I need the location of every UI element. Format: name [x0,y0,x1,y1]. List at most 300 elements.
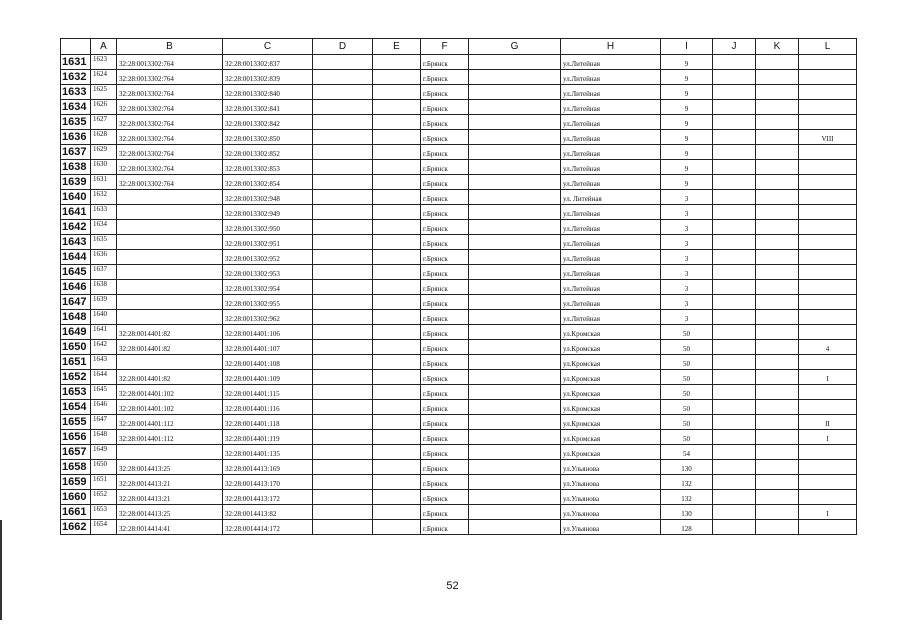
cell-g[interactable] [469,400,561,415]
cell-a[interactable]: 1624 [91,70,117,85]
cell-c[interactable]: 32:28:0013302:854 [223,175,313,190]
cell-c[interactable]: 32:28:0014401:107 [223,340,313,355]
cell-e[interactable] [373,355,421,370]
row-number[interactable]: 1652 [61,370,91,385]
cell-f[interactable]: г.Брянск [421,145,469,160]
cell-k[interactable] [756,355,799,370]
cell-i[interactable]: 3 [661,265,713,280]
cell-d[interactable] [313,175,373,190]
cell-h[interactable]: ул.Литейная [561,220,661,235]
cell-d[interactable] [313,490,373,505]
cell-j[interactable] [713,445,756,460]
cell-a[interactable]: 1635 [91,235,117,250]
cell-d[interactable] [313,265,373,280]
cell-k[interactable] [756,100,799,115]
cell-f[interactable]: г.Брянск [421,325,469,340]
cell-j[interactable] [713,250,756,265]
cell-d[interactable] [313,145,373,160]
cell-c[interactable]: 32:28:0014414:172 [223,520,313,535]
cell-e[interactable] [373,460,421,475]
cell-b[interactable]: 32:28:0014413:25 [117,505,223,520]
cell-l[interactable] [799,100,857,115]
cell-g[interactable] [469,445,561,460]
cell-a[interactable]: 1642 [91,340,117,355]
column-header-c[interactable]: C [223,39,313,55]
column-header-k[interactable]: K [756,39,799,55]
row-number[interactable]: 1650 [61,340,91,355]
cell-b[interactable]: 32:28:0014401:102 [117,400,223,415]
cell-c[interactable]: 32:28:0014401:106 [223,325,313,340]
cell-f[interactable]: г.Брянск [421,445,469,460]
cell-j[interactable] [713,490,756,505]
cell-h[interactable]: ул.Кромская [561,400,661,415]
cell-k[interactable] [756,70,799,85]
row-number[interactable]: 1662 [61,520,91,535]
cell-e[interactable] [373,205,421,220]
cell-e[interactable] [373,490,421,505]
cell-h[interactable]: ул.Кромская [561,355,661,370]
cell-l[interactable]: I [799,430,857,445]
cell-b[interactable] [117,220,223,235]
cell-c[interactable]: 32:28:0013302:951 [223,235,313,250]
cell-g[interactable] [469,175,561,190]
cell-k[interactable] [756,295,799,310]
cell-f[interactable]: г.Брянск [421,460,469,475]
cell-l[interactable] [799,175,857,190]
cell-a[interactable]: 1628 [91,130,117,145]
column-header-e[interactable]: E [373,39,421,55]
column-header-h[interactable]: H [561,39,661,55]
cell-e[interactable] [373,340,421,355]
cell-l[interactable]: I [799,370,857,385]
cell-l[interactable] [799,325,857,340]
cell-i[interactable]: 3 [661,310,713,325]
cell-h[interactable]: ул.Литейная [561,175,661,190]
cell-c[interactable]: 32:28:0013302:839 [223,70,313,85]
cell-b[interactable]: 32:28:0014401:82 [117,340,223,355]
cell-a[interactable]: 1625 [91,85,117,100]
cell-i[interactable]: 50 [661,415,713,430]
cell-h[interactable]: ул.Литейная [561,85,661,100]
row-number[interactable]: 1633 [61,85,91,100]
cell-e[interactable] [373,235,421,250]
cell-b[interactable]: 32:28:0014401:112 [117,415,223,430]
row-number[interactable]: 1637 [61,145,91,160]
cell-f[interactable]: г.Брянск [421,220,469,235]
cell-e[interactable] [373,430,421,445]
row-number[interactable]: 1645 [61,265,91,280]
cell-c[interactable]: 32:28:0014413:170 [223,475,313,490]
cell-j[interactable] [713,505,756,520]
cell-i[interactable]: 3 [661,205,713,220]
cell-i[interactable]: 3 [661,295,713,310]
cell-d[interactable] [313,415,373,430]
cell-h[interactable]: ул.Литейная [561,100,661,115]
cell-c[interactable]: 32:28:0013302:950 [223,220,313,235]
cell-l[interactable] [799,295,857,310]
cell-g[interactable] [469,70,561,85]
cell-c[interactable]: 32:28:0014413:172 [223,490,313,505]
cell-l[interactable] [799,520,857,535]
cell-e[interactable] [373,85,421,100]
cell-c[interactable]: 32:28:0013302:953 [223,265,313,280]
cell-j[interactable] [713,160,756,175]
cell-i[interactable]: 9 [661,70,713,85]
cell-j[interactable] [713,325,756,340]
cell-a[interactable]: 1637 [91,265,117,280]
cell-k[interactable] [756,55,799,70]
cell-g[interactable] [469,250,561,265]
cell-h[interactable]: ул.Литейная [561,265,661,280]
cell-d[interactable] [313,370,373,385]
cell-e[interactable] [373,190,421,205]
cell-d[interactable] [313,220,373,235]
cell-k[interactable] [756,190,799,205]
cell-i[interactable]: 9 [661,85,713,100]
cell-l[interactable] [799,310,857,325]
cell-k[interactable] [756,430,799,445]
cell-i[interactable]: 3 [661,220,713,235]
cell-k[interactable] [756,220,799,235]
cell-a[interactable]: 1647 [91,415,117,430]
cell-c[interactable]: 32:28:0013302:840 [223,85,313,100]
cell-e[interactable] [373,400,421,415]
cell-a[interactable]: 1639 [91,295,117,310]
cell-l[interactable] [799,70,857,85]
cell-h[interactable]: ул.Литейная [561,280,661,295]
cell-d[interactable] [313,250,373,265]
cell-b[interactable]: 32:28:0014401:112 [117,430,223,445]
cell-d[interactable] [313,115,373,130]
cell-b[interactable]: 32:28:0014413:25 [117,460,223,475]
cell-i[interactable]: 9 [661,130,713,145]
cell-i[interactable]: 50 [661,370,713,385]
cell-b[interactable]: 32:28:0013302:764 [117,160,223,175]
cell-d[interactable] [313,325,373,340]
cell-b[interactable]: 32:28:0013302:764 [117,115,223,130]
cell-i[interactable]: 9 [661,145,713,160]
cell-h[interactable]: ул.Литейная [561,250,661,265]
cell-i[interactable]: 130 [661,505,713,520]
cell-j[interactable] [713,115,756,130]
cell-l[interactable] [799,160,857,175]
cell-f[interactable]: г.Брянск [421,130,469,145]
cell-h[interactable]: ул.Литейная [561,205,661,220]
cell-h[interactable]: ул.Ульянова [561,520,661,535]
cell-d[interactable] [313,55,373,70]
cell-i[interactable]: 50 [661,385,713,400]
cell-d[interactable] [313,460,373,475]
cell-j[interactable] [713,400,756,415]
cell-l[interactable] [799,220,857,235]
row-number[interactable]: 1640 [61,190,91,205]
column-header-j[interactable]: J [713,39,756,55]
cell-a[interactable]: 1644 [91,370,117,385]
cell-b[interactable] [117,280,223,295]
cell-c[interactable]: 32:28:0013302:850 [223,130,313,145]
cell-k[interactable] [756,235,799,250]
cell-j[interactable] [713,310,756,325]
cell-k[interactable] [756,445,799,460]
cell-d[interactable] [313,130,373,145]
cell-b[interactable]: 32:28:0013302:764 [117,175,223,190]
cell-l[interactable] [799,265,857,280]
cell-d[interactable] [313,85,373,100]
cell-e[interactable] [373,280,421,295]
cell-h[interactable]: ул. Литейная [561,190,661,205]
cell-j[interactable] [713,430,756,445]
cell-b[interactable] [117,445,223,460]
row-number[interactable]: 1646 [61,280,91,295]
cell-j[interactable] [713,520,756,535]
cell-i[interactable]: 50 [661,400,713,415]
cell-l[interactable] [799,85,857,100]
cell-d[interactable] [313,385,373,400]
cell-i[interactable]: 9 [661,115,713,130]
cell-l[interactable]: II [799,415,857,430]
row-number[interactable]: 1641 [61,205,91,220]
cell-b[interactable] [117,265,223,280]
cell-g[interactable] [469,430,561,445]
column-header-a[interactable]: A [91,39,117,55]
cell-d[interactable] [313,430,373,445]
row-number[interactable]: 1661 [61,505,91,520]
row-number[interactable]: 1657 [61,445,91,460]
cell-h[interactable]: ул.Кромская [561,385,661,400]
cell-l[interactable] [799,460,857,475]
cell-k[interactable] [756,475,799,490]
cell-c[interactable]: 32:28:0013302:841 [223,100,313,115]
cell-f[interactable]: г.Брянск [421,505,469,520]
cell-g[interactable] [469,295,561,310]
cell-b[interactable]: 32:28:0013302:764 [117,130,223,145]
cell-c[interactable]: 32:28:0013302:955 [223,295,313,310]
cell-c[interactable]: 32:28:0014401:108 [223,355,313,370]
row-number[interactable]: 1643 [61,235,91,250]
cell-f[interactable]: г.Брянск [421,235,469,250]
cell-l[interactable] [799,280,857,295]
cell-h[interactable]: ул.Кромская [561,340,661,355]
cell-g[interactable] [469,55,561,70]
cell-i[interactable]: 132 [661,475,713,490]
cell-e[interactable] [373,265,421,280]
cell-e[interactable] [373,385,421,400]
cell-c[interactable]: 32:28:0013302:952 [223,250,313,265]
column-header-i[interactable]: I [661,39,713,55]
cell-g[interactable] [469,115,561,130]
cell-e[interactable] [373,475,421,490]
cell-d[interactable] [313,355,373,370]
cell-f[interactable]: г.Брянск [421,175,469,190]
cell-h[interactable]: ул.Ульянова [561,460,661,475]
cell-h[interactable]: ул.Литейная [561,235,661,250]
cell-k[interactable] [756,160,799,175]
cell-f[interactable]: г.Брянск [421,250,469,265]
cell-a[interactable]: 1638 [91,280,117,295]
cell-k[interactable] [756,340,799,355]
cell-f[interactable]: г.Брянск [421,85,469,100]
cell-g[interactable] [469,475,561,490]
cell-c[interactable]: 32:28:0014401:118 [223,415,313,430]
cell-h[interactable]: ул.Кромская [561,370,661,385]
cell-i[interactable]: 9 [661,160,713,175]
cell-j[interactable] [713,475,756,490]
cell-b[interactable] [117,205,223,220]
cell-g[interactable] [469,385,561,400]
cell-j[interactable] [713,145,756,160]
cell-b[interactable] [117,250,223,265]
row-number[interactable]: 1647 [61,295,91,310]
cell-e[interactable] [373,115,421,130]
cell-e[interactable] [373,445,421,460]
cell-a[interactable]: 1646 [91,400,117,415]
cell-j[interactable] [713,280,756,295]
cell-l[interactable]: VIII [799,130,857,145]
cell-h[interactable]: ул.Литейная [561,295,661,310]
cell-d[interactable] [313,295,373,310]
cell-e[interactable] [373,505,421,520]
row-number[interactable]: 1638 [61,160,91,175]
cell-i[interactable]: 50 [661,340,713,355]
cell-a[interactable]: 1636 [91,250,117,265]
cell-d[interactable] [313,100,373,115]
cell-e[interactable] [373,70,421,85]
cell-i[interactable]: 9 [661,175,713,190]
cell-h[interactable]: ул.Кромская [561,415,661,430]
cell-e[interactable] [373,295,421,310]
cell-j[interactable] [713,100,756,115]
cell-j[interactable] [713,55,756,70]
cell-a[interactable]: 1645 [91,385,117,400]
cell-d[interactable] [313,340,373,355]
cell-h[interactable]: ул.Литейная [561,160,661,175]
cell-d[interactable] [313,160,373,175]
cell-e[interactable] [373,175,421,190]
cell-f[interactable]: г.Брянск [421,490,469,505]
cell-k[interactable] [756,280,799,295]
cell-d[interactable] [313,205,373,220]
cell-f[interactable]: г.Брянск [421,55,469,70]
cell-h[interactable]: ул.Литейная [561,130,661,145]
cell-a[interactable]: 1648 [91,430,117,445]
cell-g[interactable] [469,505,561,520]
cell-c[interactable]: 32:28:0013302:852 [223,145,313,160]
cell-k[interactable] [756,385,799,400]
cell-j[interactable] [713,205,756,220]
cell-g[interactable] [469,460,561,475]
cell-k[interactable] [756,325,799,340]
cell-c[interactable]: 32:28:0014401:119 [223,430,313,445]
cell-k[interactable] [756,490,799,505]
cell-a[interactable]: 1650 [91,460,117,475]
row-number[interactable]: 1649 [61,325,91,340]
cell-l[interactable] [799,190,857,205]
cell-b[interactable] [117,235,223,250]
cell-k[interactable] [756,310,799,325]
cell-b[interactable]: 32:28:0013302:764 [117,55,223,70]
cell-j[interactable] [713,265,756,280]
cell-l[interactable] [799,400,857,415]
cell-j[interactable] [713,85,756,100]
row-number[interactable]: 1639 [61,175,91,190]
cell-f[interactable]: г.Брянск [421,160,469,175]
cell-a[interactable]: 1633 [91,205,117,220]
cell-d[interactable] [313,445,373,460]
cell-f[interactable]: г.Брянск [421,190,469,205]
cell-l[interactable]: I [799,505,857,520]
cell-k[interactable] [756,460,799,475]
cell-j[interactable] [713,460,756,475]
cell-l[interactable] [799,235,857,250]
cell-d[interactable] [313,235,373,250]
cell-c[interactable]: 32:28:0013302:949 [223,205,313,220]
cell-e[interactable] [373,100,421,115]
cell-a[interactable]: 1640 [91,310,117,325]
cell-g[interactable] [469,325,561,340]
cell-f[interactable]: г.Брянск [421,280,469,295]
cell-c[interactable]: 32:28:0013302:948 [223,190,313,205]
column-header-d[interactable]: D [313,39,373,55]
row-number[interactable]: 1644 [61,250,91,265]
cell-a[interactable]: 1632 [91,190,117,205]
cell-a[interactable]: 1623 [91,55,117,70]
row-number[interactable]: 1655 [61,415,91,430]
cell-a[interactable]: 1626 [91,100,117,115]
cell-j[interactable] [713,340,756,355]
cell-l[interactable] [799,475,857,490]
cell-g[interactable] [469,145,561,160]
row-number[interactable]: 1636 [61,130,91,145]
cell-k[interactable] [756,520,799,535]
cell-d[interactable] [313,70,373,85]
cell-k[interactable] [756,115,799,130]
cell-c[interactable]: 32:28:0013302:954 [223,280,313,295]
cell-l[interactable]: 4 [799,340,857,355]
cell-k[interactable] [756,265,799,280]
cell-l[interactable] [799,205,857,220]
row-number[interactable]: 1635 [61,115,91,130]
cell-d[interactable] [313,475,373,490]
cell-f[interactable]: г.Брянск [421,295,469,310]
cell-i[interactable]: 128 [661,520,713,535]
cell-e[interactable] [373,310,421,325]
cell-e[interactable] [373,520,421,535]
cell-b[interactable] [117,355,223,370]
cell-l[interactable] [799,145,857,160]
cell-h[interactable]: ул.Ульянова [561,505,661,520]
cell-e[interactable] [373,370,421,385]
cell-g[interactable] [469,205,561,220]
cell-i[interactable]: 3 [661,190,713,205]
cell-b[interactable]: 32:28:0014413:21 [117,490,223,505]
cell-g[interactable] [469,370,561,385]
cell-f[interactable]: г.Брянск [421,520,469,535]
cell-f[interactable]: г.Брянск [421,205,469,220]
cell-h[interactable]: ул.Ульянова [561,475,661,490]
cell-a[interactable]: 1643 [91,355,117,370]
cell-f[interactable]: г.Брянск [421,370,469,385]
cell-b[interactable] [117,190,223,205]
cell-a[interactable]: 1649 [91,445,117,460]
cell-d[interactable] [313,310,373,325]
cell-a[interactable]: 1630 [91,160,117,175]
cell-e[interactable] [373,145,421,160]
cell-l[interactable] [799,445,857,460]
cell-c[interactable]: 32:28:0014413:82 [223,505,313,520]
cell-g[interactable] [469,130,561,145]
cell-l[interactable] [799,115,857,130]
cell-j[interactable] [713,295,756,310]
